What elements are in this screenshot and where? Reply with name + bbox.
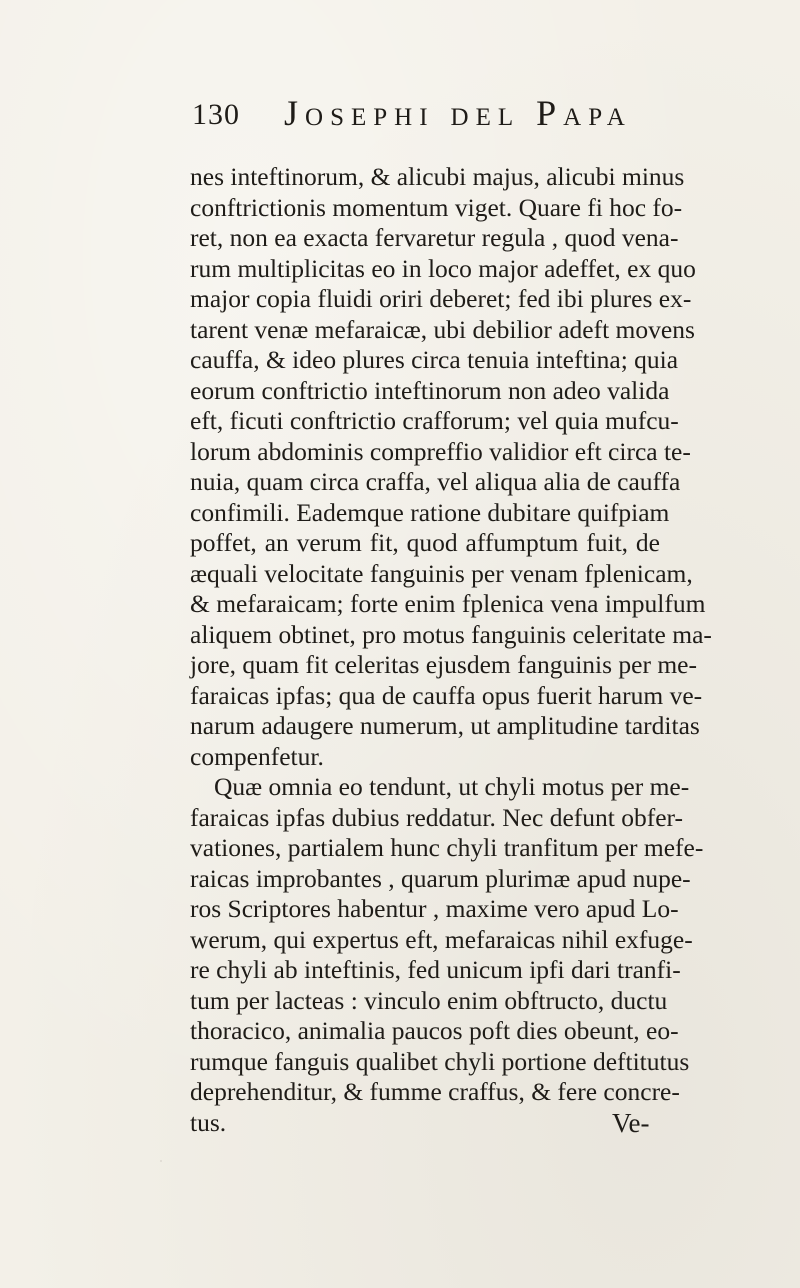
text-line: eorum conftrictio inteftinorum non adeo valida <box>190 375 670 405</box>
text-line: cauffa, & ideo plures circa tenuia inteftina; quia <box>190 345 679 374</box>
text-line: confimili. Eademque ratione dubitare quifpiam <box>190 497 670 527</box>
text-line: poffet, an verum fit, quod affumptum fuit, de <box>190 528 660 557</box>
text-line: compenfetur. <box>190 741 324 771</box>
text-line: conftrictionis momentum viget. Quare fi hoc fo- <box>190 192 683 222</box>
text-line: tarent venæ mefaraicæ, ubi debilior adeft movens <box>190 314 695 344</box>
text-line: narum adaugere numerum, ut amplitudine tarditas <box>190 711 700 740</box>
paragraph-2 <box>190 772 704 1138</box>
text-line: raicas improbantes , quarum plurimæ apud nupe- <box>190 863 691 893</box>
text-line: faraicas ipfas; qua de cauffa opus fuerit harum ve- <box>190 680 703 710</box>
text-line: rum multiplicitas eo in loco major adeffet, ex quo <box>190 253 696 283</box>
text-line: nuia, quam circa craffa, vel aliqua alia de cauffa <box>190 467 681 496</box>
text-line: Quæ omnia eo tendunt, ut chyli motus per me- <box>214 772 690 801</box>
paper-stain <box>160 1160 162 1162</box>
text-line: faraicas ipfas dubius reddatur. Nec defunt obfer- <box>190 802 683 832</box>
text-line: tum per lacteas : vinculo enim obftructo, ductu <box>190 985 668 1015</box>
text-line: lorum abdominis compreffio validior eft circa te- <box>190 436 691 466</box>
text-line: major copia fluidi oriri deberet; fed ibi plures ex- <box>190 284 692 313</box>
text-line: ret, non ea exacta fervaretur regula , quod vena- <box>190 223 679 252</box>
page-number: 130 <box>192 98 240 131</box>
text-line: jore, quam fit celeritas ejusdem fanguinis per me- <box>190 650 697 679</box>
text-line: deprehenditur, & fumme craffus, & fere concre- <box>190 1077 680 1106</box>
text-line: æquali velocitate fanguinis per venam fplenicam, <box>190 558 693 588</box>
text-line: vationes, partialem hunc chyli tranfitum per mefe- <box>190 833 704 862</box>
running-head-title: Josephi del Papa <box>284 93 632 133</box>
text-line: tus. <box>190 1107 227 1137</box>
text-line: ros Scriptores habentur , maxime vero apud Lo- <box>190 894 679 923</box>
text-line: & mefaraicam; forte enim fplenica vena impulfum <box>190 589 706 618</box>
catchword: Ve- <box>612 1108 650 1138</box>
text-line: rumque fanguis qualibet chyli portione deftitutus <box>190 1046 690 1076</box>
paragraph-1 <box>190 162 712 772</box>
text-line: thoracico, animalia paucos poft dies obeunt, eo- <box>190 1016 679 1045</box>
text-line: werum, qui expertus eft, mefaraicas nihil exfuge- <box>190 924 693 954</box>
text-line: eft, ficuti conftrictio crafforum; vel quia mufcu- <box>190 406 679 435</box>
text-line: re chyli ab inteftinis, fed unicum ipfi dari tranfi- <box>190 955 681 984</box>
body-text <box>190 162 712 1138</box>
text-line: aliquem obtinet, pro motus fanguinis celeritate ma- <box>190 619 712 649</box>
running-header <box>192 92 662 136</box>
text-line: nes inteftinorum, & alicubi majus, alicubi minus <box>190 162 685 191</box>
